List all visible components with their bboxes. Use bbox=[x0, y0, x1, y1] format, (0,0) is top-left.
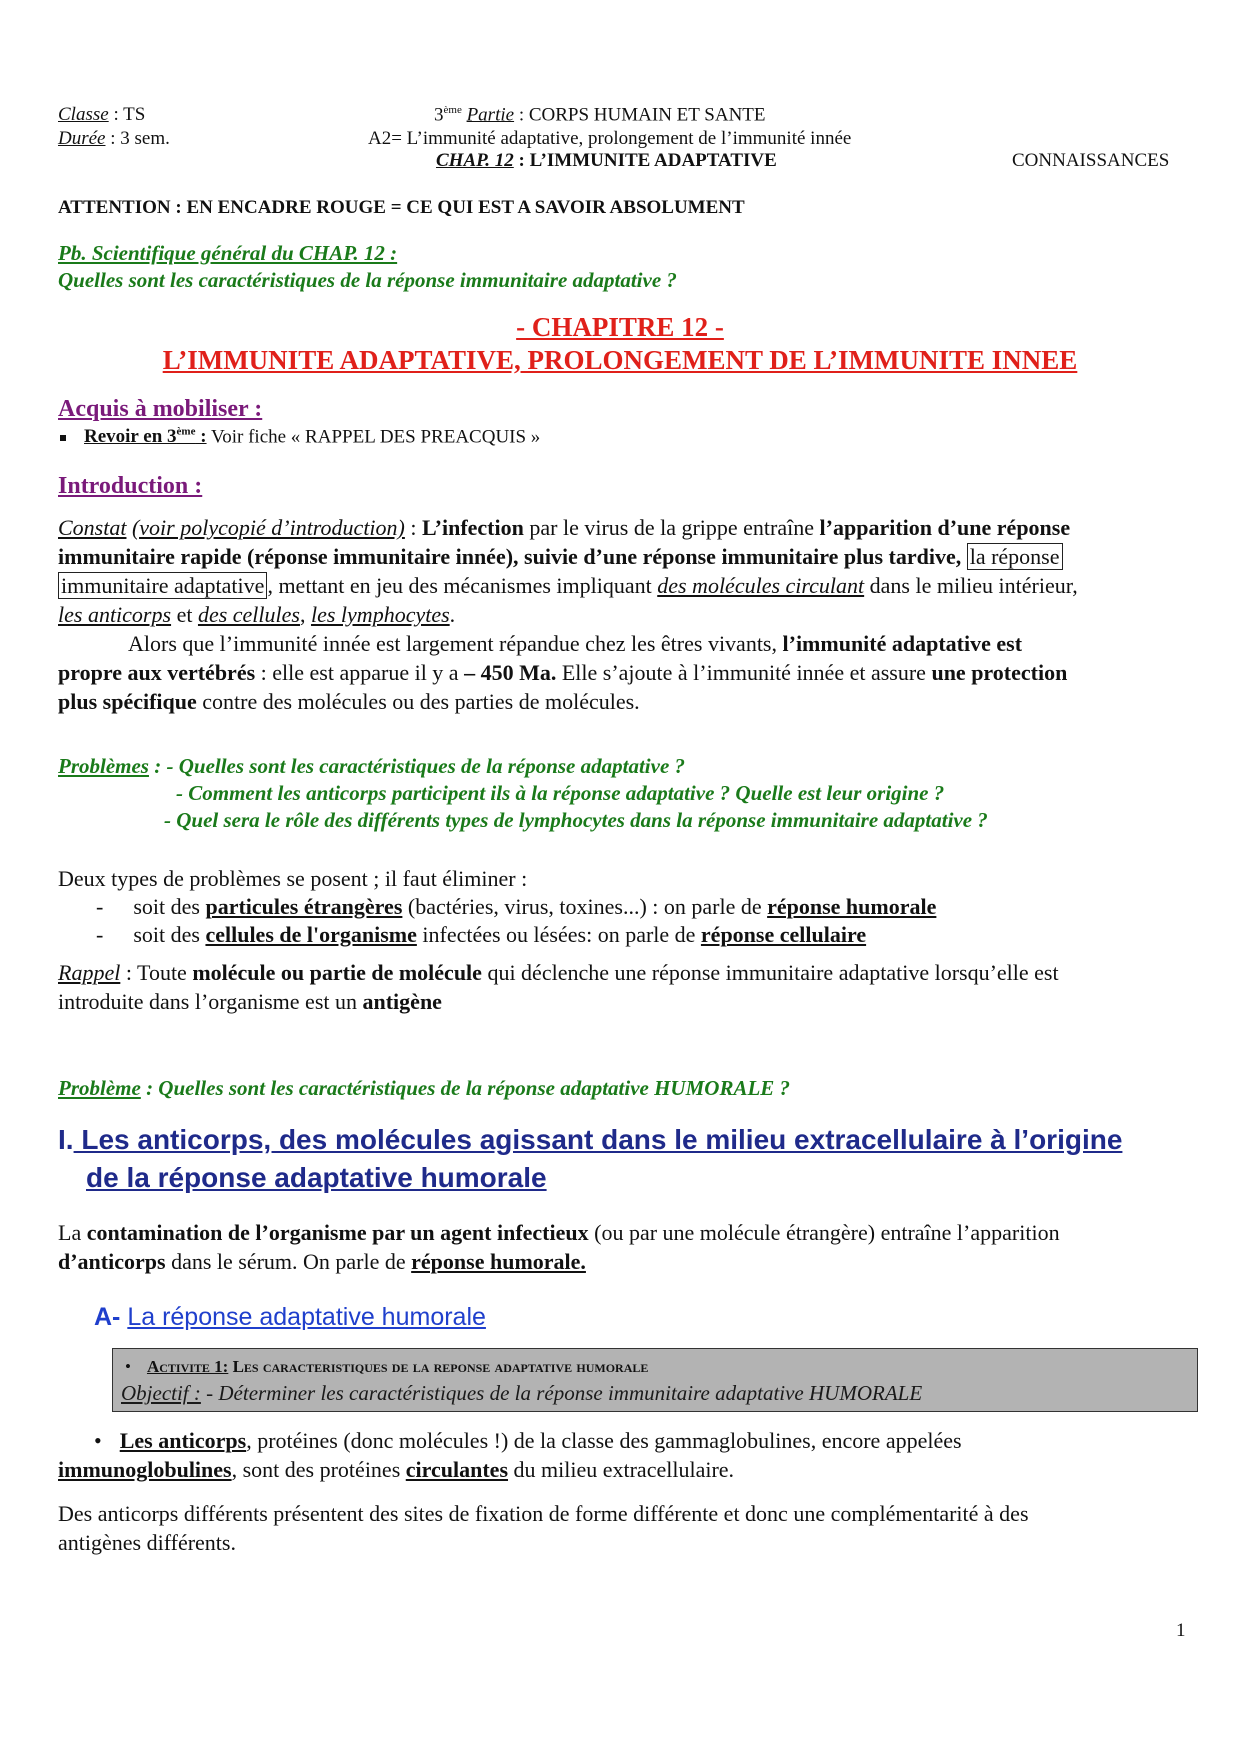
activity-objectif: Objectif : - Déterminer les caractéristiques de la réponse immunitaire adaptative HUMORALE bbox=[121, 1381, 923, 1405]
probleme-humoral: Problème : Quelles sont les caractéristiques de la réponse adaptative HUMORALE ? bbox=[58, 1076, 791, 1100]
section-1-paragraph: La contamination de l’organisme par un agent infectieux (ou par une molécule étrangère) entraîne l’apparition d’anticorps dans le sérum. On parle de réponse humorale. bbox=[58, 1220, 1060, 1274]
activity-box bbox=[112, 1348, 1198, 1412]
page-number: 1 bbox=[1176, 1620, 1186, 1641]
pb-general-label: Pb. Scientifique général du CHAP. 12 : bbox=[58, 241, 398, 265]
deux-types-item-2: - soit des cellules de l'organisme infectées ou lésées: on parle de réponse cellulaire bbox=[96, 922, 867, 947]
introduction-paragraph: Constat (voir polycopié d’introduction) : L’infection par le virus de la grippe entraîne l’apparition d’une réponse immunitaire rapide (réponse immunitaire innée), suivie d’une réponse immunitaire plus tardive, la réponse immunitaire adaptative , mettant en jeu des mécanismes impliquant des molécules circulant dans le milieu intérieur, les anticorps et des cellules, les lymphocytes. Alors que l’immunité innée est largement répandue chez les êtres vivants, l’immunité adaptative est propre aux vertébrés : elle est apparue il y a – 450 Ma. Elle s’ajoute à l’immunité innée et assure une protection plus spécifique contre des molécules ou des parties de molécules. bbox=[58, 515, 1078, 714]
square-bullet-icon bbox=[60, 435, 66, 441]
problemes-q1: Problèmes : - Quelles sont les caractéristiques de la réponse adaptative ? bbox=[58, 754, 686, 778]
section-1-title-line2: de la réponse adaptative humorale bbox=[86, 1162, 547, 1193]
problemes-q3: - Quel sera le rôle des différents types de lymphocytes dans la réponse immunitaire adaptative ? bbox=[164, 808, 988, 832]
header-chap: CHAP. 12 : L’IMMUNITE ADAPTATIVE bbox=[436, 150, 777, 171]
header-connaissances: CONNAISSANCES bbox=[1012, 150, 1170, 171]
header-duree: Durée : 3 sem. bbox=[58, 128, 170, 149]
deux-types-intro: Deux types de problèmes se posent ; il faut éliminer : bbox=[58, 866, 528, 891]
chapter-number: - CHAPITRE 12 - bbox=[516, 312, 724, 342]
bullet-icon: • bbox=[125, 1357, 131, 1376]
final-paragraph: Des anticorps différents présentent des sites de fixation de forme différente et donc une complémentarité à des antigènes différents. bbox=[58, 1501, 1029, 1555]
anticorps-paragraph: • Les anticorps, protéines (donc molécules !) de la classe des gammaglobulines, encore appelées immunoglobulines, sont des protéines circulantes du milieu extracellulaire. bbox=[58, 1428, 962, 1482]
boxed-term: immunitaire adaptative bbox=[58, 572, 267, 599]
header-partie: 3ème Partie : CORPS HUMAIN ET SANTE bbox=[434, 104, 766, 126]
problemes-q2: - Comment les anticorps participent ils à la réponse adaptative ? Quelle est leur origine ? bbox=[176, 781, 945, 805]
header-classe: Classe : TS bbox=[58, 104, 146, 125]
rappel-paragraph: Rappel : Toute molécule ou partie de molécule qui déclenche une réponse immunitaire adaptative lorsqu’elle est introduite dans l’organisme est un antigène bbox=[58, 960, 1059, 1014]
acquis-heading: Acquis à mobiliser : bbox=[58, 396, 263, 422]
bullet-icon: • bbox=[94, 1428, 102, 1453]
introduction-heading: Introduction : bbox=[58, 473, 203, 499]
boxed-term: la réponse bbox=[967, 543, 1063, 570]
pb-general-question: Quelles sont les caractéristiques de la réponse immunitaire adaptative ? bbox=[58, 268, 677, 292]
chapter-title: L’IMMUNITE ADAPTATIVE, PROLONGEMENT DE L’IMMUNITE INNEE bbox=[162, 345, 1078, 375]
acquis-item: Revoir en 3ème : Voir fiche « RAPPEL DES PREACQUIS » bbox=[60, 426, 540, 448]
activity-title: • Activite 1: Les caracteristiques de la reponse adaptative humorale bbox=[125, 1357, 649, 1376]
subsection-a-title: A- La réponse adaptative humorale bbox=[94, 1303, 486, 1331]
attention-note: ATTENTION : EN ENCADRE ROUGE = CE QUI EST A SAVOIR ABSOLUMENT bbox=[58, 197, 745, 218]
deux-types-item-1: - soit des particules étrangères (bactéries, virus, toxines...) : on parle de réponse humorale bbox=[96, 894, 937, 919]
section-1-title-line1: I. Les anticorps, des molécules agissant dans le milieu extracellulaire à l’origine bbox=[58, 1124, 1123, 1155]
header-subtitle: A2= L’immunité adaptative, prolongement de l’immunité innée bbox=[368, 128, 852, 149]
